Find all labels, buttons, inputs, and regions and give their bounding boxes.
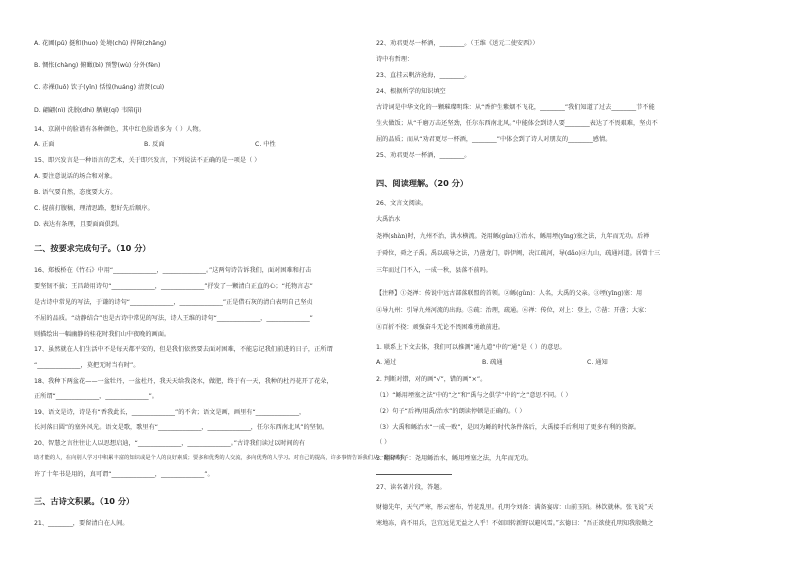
- section2-line: 则描绘出一幅幽静的桂花时我们山中夜晚的画面。: [34, 331, 171, 338]
- q14-option-c: C. 中性: [255, 141, 276, 148]
- section2-title: 二、按要求完成句子。（10 分）: [34, 243, 151, 253]
- q21: 21、________，要留清白在人间。: [34, 520, 129, 527]
- section2-line: 助才能的人，在向别人学习中积累丰富的知识或是个人的良好素质；要多和优秀的人交流，多向优秀的人学习。对自己的提高，许多事情告诉我们从一时说明我: [34, 455, 405, 461]
- passage-title: 大禹治水: [376, 216, 401, 223]
- passage2-line: 财德先年，天气严寒，彤云密布，竹花乱里。孔明令刘备：满备宴席：山前玉陌。林饮就林。张飞说“天: [376, 504, 654, 511]
- q14-option-b: B. 反面: [144, 141, 165, 148]
- q26-2-1: （1）“鲧用堙塞之法”中的“之”和“禹与之俱学”中的“之”意思不同。（ ）: [376, 392, 572, 399]
- q13-option-d: D. 翩翩(nì) 洗脱(dhi) 舾鹿(qí) 韦陪(jì): [34, 107, 142, 114]
- notes-line: ④导九州：引导九州河流的出海。⑤疏：治理，疏通。⑥禅：传位，对上：登上，⑦凿：开凿；大家：: [376, 307, 651, 314]
- q26-1-option-a: A. 通过: [376, 359, 397, 366]
- q26-1-option-b: B. 疏通: [482, 359, 503, 366]
- section2-line: 正所谓“______________，______________”。: [34, 393, 158, 400]
- q24-line: 古诗词是中华文化的一颗璀璨明珠：从“香炉生紫烟不飞花，________”我们知道了过去________节不能: [376, 104, 655, 111]
- q24-line: 生火做饭；从“千磨万击还坚劲，任尔东西南北风。”中能体会到诗人要________表达了不畏艰难，坚贞不: [376, 120, 658, 127]
- section2-line: 16、郑板桥在《竹石》中用“______________，______________。”这两句诗告诉我们，面对困难和打击: [34, 267, 312, 274]
- section2-line: 长河落日圆”的塞外风光。语文是歌，歌里有“______________，______________，任尔东西南北风”的坚韧。: [34, 424, 329, 431]
- q27-stem: 27、读名著片段，答题。: [376, 484, 446, 491]
- q26-2: 2. 判断对错，对的画“√”，错的画“×”。: [376, 376, 487, 383]
- q25: 25、劝君更尽一杯酒，________。: [376, 152, 471, 159]
- q13-option-b: B. 惆怅(chàng) 俯瞰(bì) 预警(wù) 分外(fèn): [34, 62, 161, 69]
- section2-line: 19、语文是诗，诗是有“香我此长，______________”的不舍；语文是画，画里有“______________，: [34, 409, 306, 416]
- section2-line: 不屈的品质。“动静结合”也是古诗中常见的写法，诗人王维的诗句“______________，______________”: [34, 315, 313, 322]
- q26-2-3: （3）大禹和鲧治水“一成一败”，是因为鲧的时代条件落后，大禹接手后利用了更多有利的资源。: [376, 424, 641, 431]
- section4-title: 四、阅读理解。（20 分）: [376, 178, 469, 188]
- q24-line: 屈的品质；而从“劝君更尽一杯酒，________”中体会到了诗人对朋友的________感情。: [376, 136, 612, 143]
- q26-2-2: （2）句子“后禅/用禹/治水”的朗读停顿是正确的。（ ）: [376, 408, 526, 415]
- passage-line: 尧禅(shàn)时，九州不治，洪水横流。尧用鲧(gǔn)①治水，鲧用堙(yīng)塞之法，九年而无功。后禅: [376, 233, 650, 240]
- section2-line: 18、我种下两盆花——一盆牡丹，一盆杜丹，我天天给我浇水，做肥，终于有一天，我种的杜丹花开了花朵，: [34, 378, 333, 385]
- section3-title: 三、古诗文积累。（10 分）: [34, 496, 135, 506]
- notes-line: 【注释】①尧禅：传说中远古部落联盟的首领。②鲧(gǔn)：人名，大禹的父亲。③堙(yīng)塞：用: [376, 290, 643, 297]
- passage-line: 三年而过门不入，一成一秋，县落不前吗。: [376, 267, 492, 274]
- passage2-line: 寒地冻，尚不用兵，岂宜远见无益之人乎！不如回转新野以避风雪。”玄德曰：“吾正欲使孔明知我殷勤之: [376, 520, 654, 527]
- q23: 23、直挂云帆济沧海，________。: [376, 72, 471, 79]
- section2-line: 许了十年书是用的，真可谓“______________，______________”。: [34, 471, 214, 478]
- q22: 22、劝君更尽一杯酒，________。（王维《送元二使安西》）: [376, 40, 539, 47]
- philosophy-label: 诗中有哲理：: [376, 56, 414, 63]
- q26-2-3-blank: （ ）: [376, 439, 391, 446]
- section2-line: 是古诗中常见的写法，于谦的诗句“______________，______________”正是借石灰的清白表明自己坚贞: [34, 299, 313, 306]
- q26-1: 1. 联系上下文去体，我们可以推测“通九道”中的“通”是（ ）的意思。: [376, 344, 566, 351]
- q24-stem: 24、根据所学的知识填空: [376, 88, 446, 95]
- notes-line: ⑧百折不挠：顽强奋斗无论不畏困难勇敢前进。: [376, 324, 504, 331]
- passage-line: 于舜位，舜之子禹。禹以疏导之法，乃凿龙门，辟伊阙，决江疏河，导(dǎo)④九山，疏通河道。居曾十三: [376, 250, 661, 257]
- q14-stem: 14、京剧中的脸谱有各种颜色，其中红色脸谱多为（ ）人物。: [34, 126, 205, 133]
- right-column: [376, 0, 766, 562]
- section2-line: “______________，莫把无时当有时”。: [34, 362, 140, 369]
- answer-line: [376, 474, 452, 475]
- q14-option-a: A. 正面: [34, 141, 55, 148]
- q26-1-option-c: C. 通知: [587, 359, 608, 366]
- q13-option-c: C. 赤裸(luǒ) 饮子(yǐn) 恬惶(huáng) 清贤(cuì): [34, 84, 165, 91]
- section2-line: 17、虽然就在人们生活中不是每天都平安的，但是我们依然要去面对困难，不能忘记我们前进的日子，正所谓: [34, 346, 333, 353]
- q15-stem: 15、即兴发言是一种语言的艺术，关于即兴发言，下列说法不正确的是一项是（ ）: [34, 157, 261, 164]
- q15-option-b: B. 语气要自然，态度要大方。: [34, 189, 117, 196]
- q15-option-d: D. 表达有条理，且要面面俱到。: [34, 221, 124, 228]
- q13-option-a: A. 花圃(pǔ) 挺和(huo) 处境(chǔ) 捍障(zhāng): [34, 40, 167, 47]
- q15-option-a: A. 要注意说话的场合和对象。: [34, 173, 117, 180]
- q26-stem: 26、文言文阅读。: [376, 200, 428, 207]
- section2-line: 20、智慧之言往往让人以思想启迪，“______________，______________。”古诗我们读过以时间的有: [34, 440, 306, 447]
- q26-3: 3. 翻译句子：尧用鲧治水，鲧用堙塞之法，九年而无功。: [376, 455, 533, 462]
- q15-option-c: C. 提前打腹稿，理清思路，想好先后顺序。: [34, 205, 154, 212]
- section2-line: 要坚韧不拔；王昌龄用诗句“______________，______________”抒发了一颗清白正直的心；“托物言志”: [34, 283, 313, 290]
